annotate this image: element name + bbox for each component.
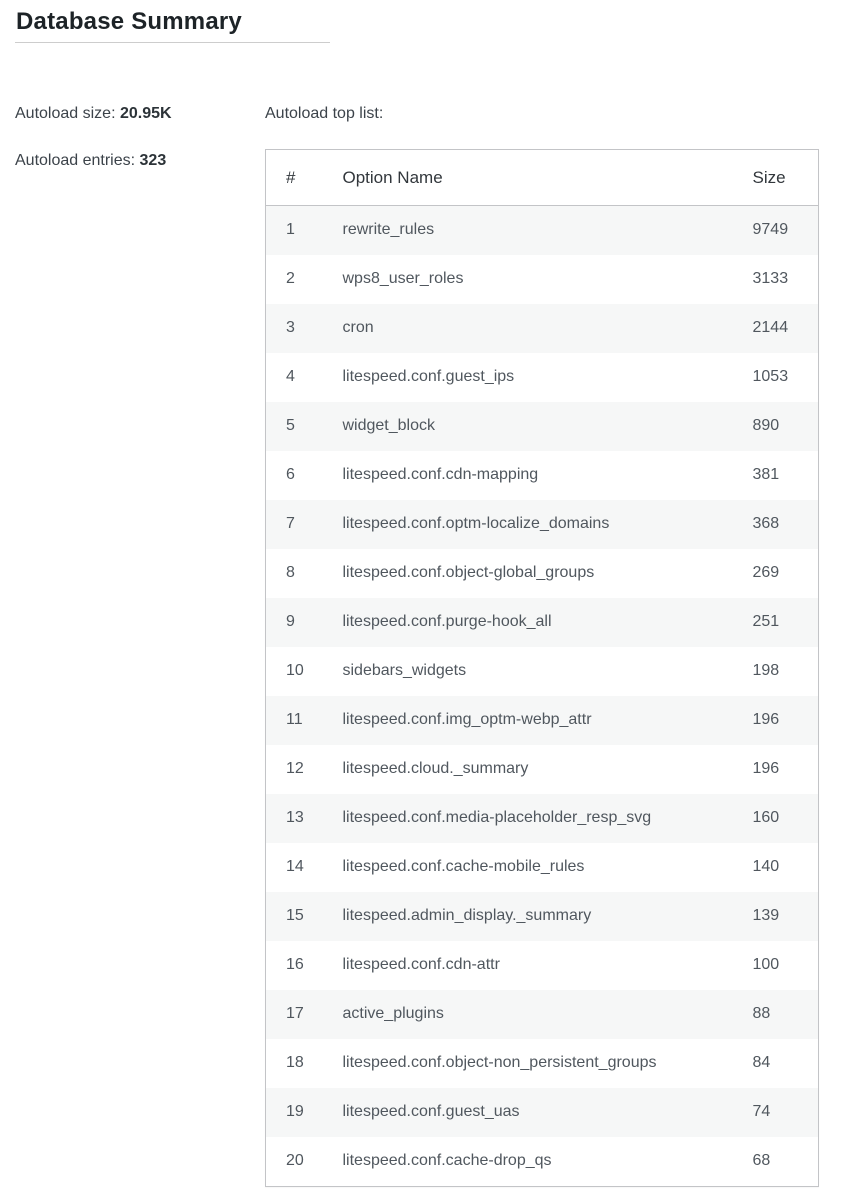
table-row — [266, 1039, 819, 1088]
cell-size: 2144 — [752, 319, 789, 336]
cell-rank: 9 — [286, 613, 295, 630]
cell-size: 1053 — [752, 368, 789, 385]
table-row — [266, 696, 819, 745]
table-row — [266, 451, 819, 500]
table-row — [266, 353, 819, 402]
table-row — [266, 206, 819, 256]
table-row — [266, 794, 819, 843]
cell-size: 74 — [752, 1103, 771, 1120]
autoload-size-label: Autoload size: — [15, 105, 116, 122]
cell-option-name: litespeed.conf.img_optm-webp_attr — [342, 711, 592, 728]
cell-option-name: litespeed.conf.cache-drop_qs — [342, 1152, 552, 1169]
autoload-entries-value: 323 — [139, 152, 167, 169]
column-header-size: Size — [733, 150, 819, 206]
autoload-stats — [15, 103, 265, 197]
cell-option-name: litespeed.cloud._summary — [342, 760, 529, 777]
cell-size: 139 — [752, 907, 780, 924]
table-row — [266, 745, 819, 794]
cell-rank: 8 — [286, 564, 295, 581]
cell-option-name: sidebars_widgets — [342, 662, 467, 679]
cell-option-name: litespeed.conf.cdn-mapping — [342, 466, 539, 483]
cell-option-name: litespeed.conf.optm-localize_domains — [342, 515, 610, 532]
table-row — [266, 500, 819, 549]
cell-rank: 20 — [286, 1152, 304, 1169]
cell-size: 251 — [752, 613, 780, 630]
cell-option-name: cron — [342, 319, 374, 336]
cell-option-name: litespeed.conf.guest_uas — [342, 1103, 520, 1120]
cell-size: 68 — [752, 1152, 771, 1169]
autoload-top-list-table — [265, 149, 819, 1187]
cell-option-name: litespeed.conf.media-placeholder_resp_svg — [342, 809, 652, 826]
table-row — [266, 843, 819, 892]
cell-size: 88 — [752, 1005, 771, 1022]
cell-size: 100 — [752, 956, 780, 973]
table-header-row — [266, 150, 819, 206]
cell-size: 140 — [752, 858, 780, 875]
autoload-top-list-section — [265, 103, 830, 1187]
autoload-size-stat — [15, 103, 265, 125]
autoload-entries-stat — [15, 150, 265, 172]
cell-size: 381 — [752, 466, 780, 483]
table-row — [266, 402, 819, 451]
column-header-option-name: Option Name — [323, 150, 733, 206]
page-title: Database Summary — [15, 8, 330, 43]
table-row — [266, 990, 819, 1039]
cell-rank: 14 — [286, 858, 304, 875]
cell-option-name: active_plugins — [342, 1005, 444, 1022]
table-row — [266, 892, 819, 941]
summary-content — [15, 103, 830, 1187]
cell-option-name: litespeed.conf.object-global_groups — [342, 564, 595, 581]
cell-option-name: rewrite_rules — [342, 221, 435, 238]
cell-size: 890 — [752, 417, 780, 434]
cell-rank: 13 — [286, 809, 304, 826]
cell-size: 196 — [752, 760, 780, 777]
cell-size: 3133 — [752, 270, 789, 287]
cell-rank: 19 — [286, 1103, 304, 1120]
cell-rank: 4 — [286, 368, 295, 385]
table-row — [266, 598, 819, 647]
table-row — [266, 255, 819, 304]
table-row — [266, 941, 819, 990]
cell-rank: 16 — [286, 956, 304, 973]
cell-size: 196 — [752, 711, 780, 728]
cell-rank: 18 — [286, 1054, 304, 1071]
autoload-top-list-label: Autoload top list: — [265, 105, 384, 122]
cell-rank: 5 — [286, 417, 295, 434]
cell-option-name: litespeed.conf.cdn-attr — [342, 956, 500, 973]
cell-rank: 7 — [286, 515, 295, 532]
cell-rank: 6 — [286, 466, 295, 483]
cell-size: 9749 — [752, 221, 789, 238]
cell-rank: 2 — [286, 270, 295, 287]
cell-rank: 10 — [286, 662, 304, 679]
cell-option-name: litespeed.conf.guest_ips — [342, 368, 515, 385]
table-row — [266, 304, 819, 353]
cell-option-name: litespeed.conf.object-non_persistent_groups — [342, 1054, 657, 1071]
column-header-rank: # — [266, 150, 323, 206]
cell-rank: 11 — [286, 711, 303, 728]
table-row — [266, 549, 819, 598]
cell-rank: 15 — [286, 907, 304, 924]
cell-rank: 1 — [286, 221, 295, 238]
cell-rank: 12 — [286, 760, 304, 777]
cell-option-name: litespeed.conf.purge-hook_all — [342, 613, 552, 630]
cell-option-name: litespeed.conf.cache-mobile_rules — [342, 858, 585, 875]
table-row — [266, 1137, 819, 1187]
cell-option-name: wps8_user_roles — [342, 270, 464, 287]
cell-size: 368 — [752, 515, 780, 532]
cell-option-name: litespeed.admin_display._summary — [342, 907, 592, 924]
cell-rank: 3 — [286, 319, 295, 336]
cell-size: 269 — [752, 564, 780, 581]
autoload-entries-label: Autoload entries: — [15, 152, 136, 169]
cell-size: 198 — [752, 662, 780, 679]
table-row — [266, 1088, 819, 1137]
table-row — [266, 647, 819, 696]
cell-size: 84 — [752, 1054, 771, 1071]
cell-rank: 17 — [286, 1005, 304, 1022]
cell-option-name: widget_block — [342, 417, 435, 434]
autoload-size-value: 20.95K — [119, 105, 172, 122]
cell-size: 160 — [752, 809, 780, 826]
